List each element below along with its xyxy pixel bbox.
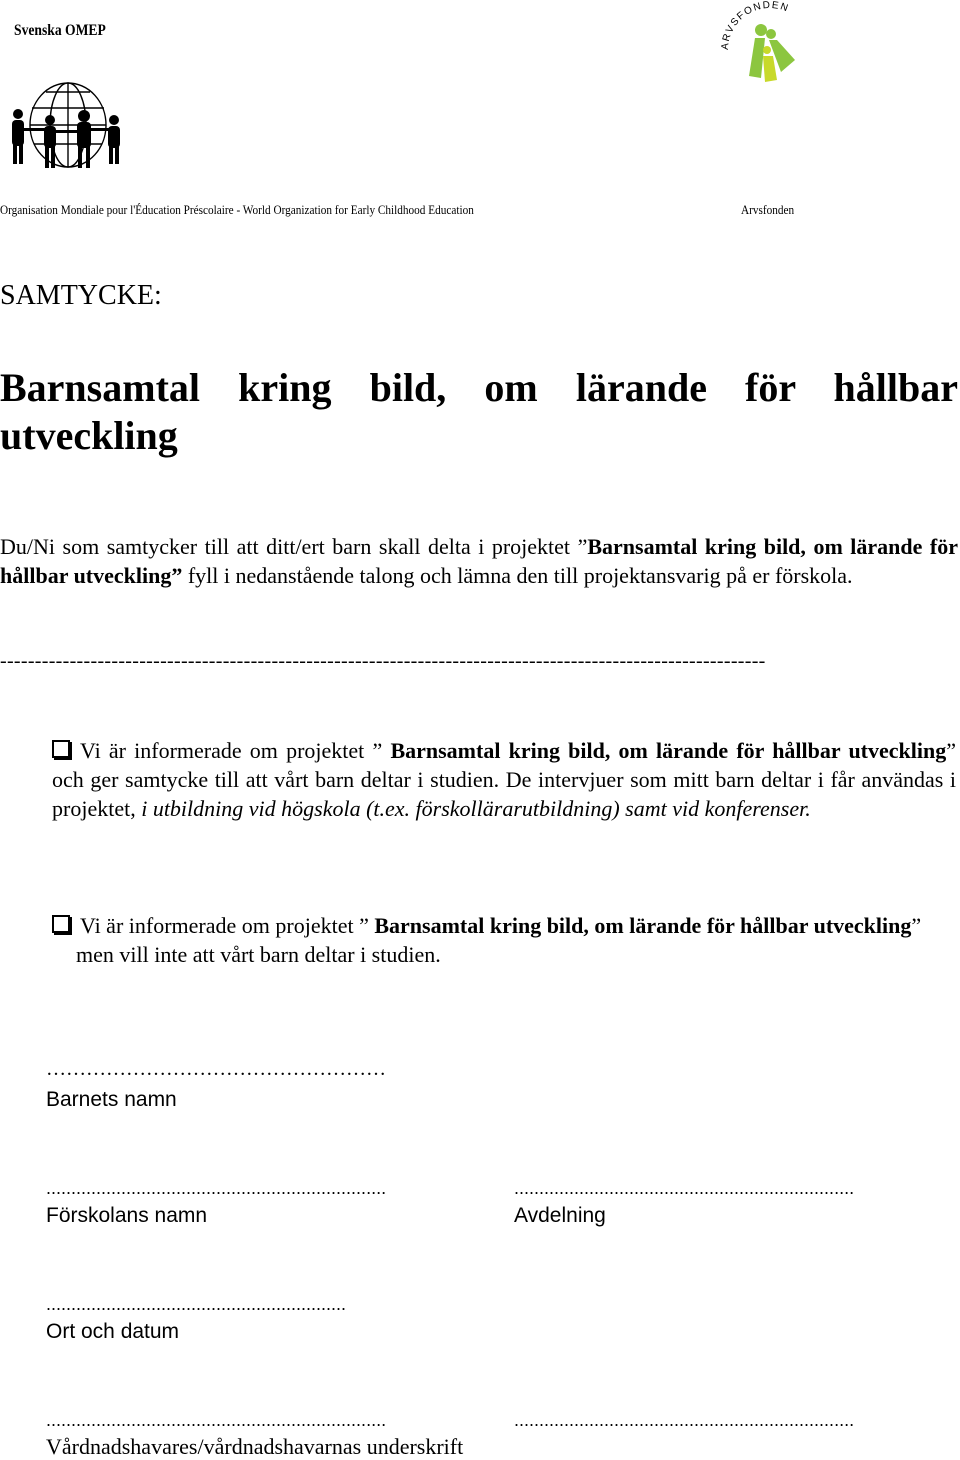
org-subtitle: Organisation Mondiale pour l'Éducation Préscolaire - World Organization for Early Childhood Education <box>0 203 474 217</box>
option-text: Vi är informerade om projektet ” <box>80 738 391 763</box>
option-text-end: ” men vill inte att vårt barn deltar i studien. <box>76 913 922 967</box>
partner-name: Arvsfonden <box>741 203 795 217</box>
intro-text-end: fyll i nedanstående talong och lämna den till projektansvarig på er förskola. <box>182 563 853 588</box>
document-heading: SAMTYCKE: <box>0 280 162 311</box>
option-project-name: Barnsamtal kring bild, om lärande för hållbar utveckling <box>374 913 912 938</box>
org-name: Svenska OMEP <box>14 22 106 39</box>
intro-text: Du/Ni som samtycker till att ditt/ert barn skall delta i projektet ” <box>0 534 588 559</box>
consent-yes-checkbox[interactable] <box>52 740 70 758</box>
option-project-name: Barnsamtal kring bild, om lärande för hållbar utveckling <box>390 738 947 763</box>
arvsfonden-logo <box>715 0 825 100</box>
option-text-italic: i utbildning vid högskola (t.ex. förskollärarutbildning) samt vid konferenser. <box>141 796 811 821</box>
signature-line-1[interactable]: .................................................................... <box>46 1410 387 1430</box>
intro-paragraph <box>0 532 958 590</box>
consent-no-option <box>52 911 956 969</box>
child-name-line[interactable]: …………………………………………… <box>46 1058 386 1080</box>
place-date-line[interactable]: ............................................................ <box>46 1294 347 1314</box>
consent-yes-option <box>52 736 956 823</box>
place-date-label: Ort och datum <box>46 1320 180 1343</box>
preschool-label: Förskolans namn <box>46 1204 208 1227</box>
department-label: Avdelning <box>514 1204 606 1227</box>
option-text-mid: ” och ger samtycke till att vårt barn deltar i studien. De intervjuer som mitt barn deltar i får användas i projektet, <box>52 738 956 821</box>
consent-no-checkbox[interactable] <box>52 915 70 933</box>
document-title: Barnsamtal kring bild, om lärande för hållbar utveckling <box>0 365 958 458</box>
option-text: Vi är informerade om projektet ” <box>80 913 375 938</box>
department-line[interactable]: .................................................................... <box>514 1178 855 1198</box>
omep-globe-logo <box>6 80 126 175</box>
preschool-line[interactable]: .................................................................... <box>46 1178 387 1198</box>
cut-line: -------------------------------------------------------------------------------------------------------------- <box>0 650 766 672</box>
intro-project-name: Barnsamtal kring bild, om lärande för hållbar utveckling” <box>0 534 959 588</box>
guardian-signature-label: Vårdnadshavares/vårdnadshavarnas underskrift <box>46 1434 464 1459</box>
signature-line-2[interactable]: .................................................................... <box>514 1410 855 1430</box>
child-name-label: Barnets namn <box>46 1088 177 1111</box>
arvsfonden-logo-text: ARVSFONDEN <box>719 0 791 51</box>
